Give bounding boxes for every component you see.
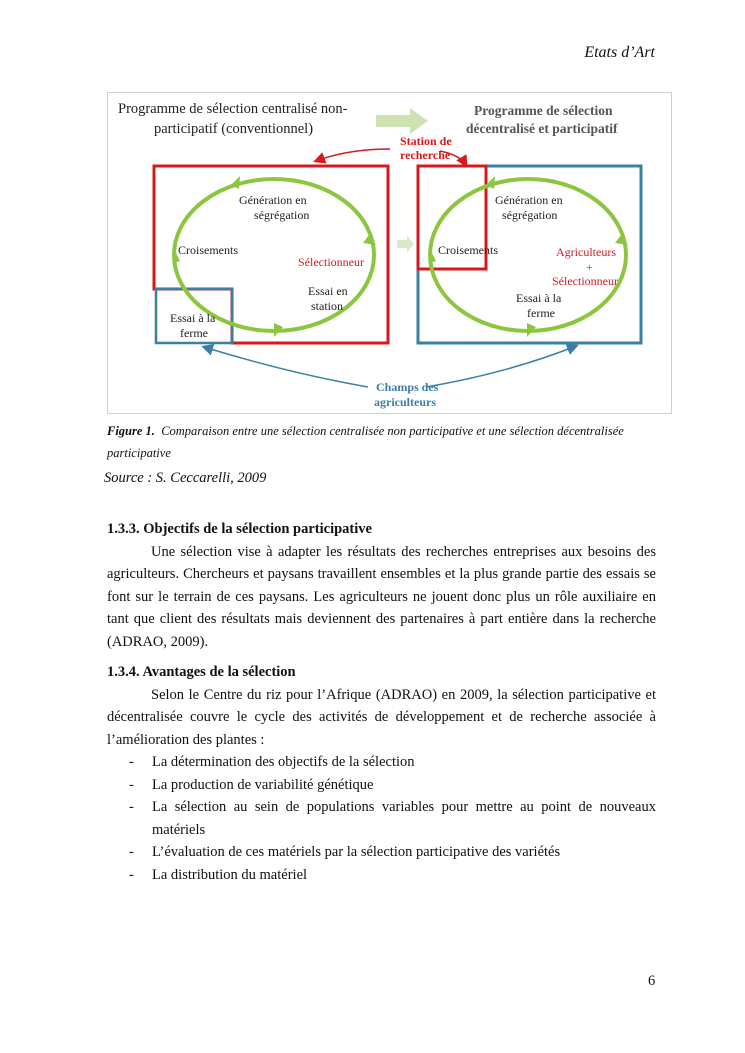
champs-label-line2: agriculteurs [374,395,436,409]
bullet-dash: - [129,776,134,793]
right-generation-line2: ségrégation [502,208,558,222]
transition-arrow-top [376,108,428,134]
avantages-list [107,751,656,886]
right-essai-ferme-line1: Essai à la [516,291,562,305]
champs-arrow-left [204,347,368,387]
right-essai-ferme-line2: ferme [527,306,555,320]
right-title-line1: Programme de sélection [474,103,613,118]
station-arrow-left [316,149,390,161]
left-title-line2: participatif (conventionnel) [154,121,314,137]
running-header: Etats d’Art [584,44,655,61]
list-item-text: La sélection au sein de populations variables pour mettre au point de nouveaux matériels [152,799,656,838]
list-item-text: La distribution du matériel [152,866,308,883]
left-essai-station-line2: station [311,299,343,313]
list-item-text: La détermination des objectifs de la sélection [152,754,415,770]
left-croisements: Croisements [178,243,238,257]
right-agri-line3: Sélectionneur [552,274,618,288]
champs-label-line1: Champs des [376,380,439,394]
left-selectionneur: Sélectionneur [298,255,364,269]
paragraph-avantages: Selon le Centre du riz pour l’Afrique (ADRAO) en 2009, la sélection participative et décentralisée couvre le cycle des activités de développement et de recherche associée à l’amélioration des plantes : [107,686,656,748]
left-essai-ferme-line2: ferme [180,326,208,340]
diagram-svg [108,93,673,415]
right-croisements: Croisements [438,243,498,257]
cycle-arrowhead [430,249,436,263]
champs-arrow-right [426,346,576,387]
list-item-text: La production de variabilité génétique [152,776,374,793]
left-generation-line2: ségrégation [254,208,310,222]
left-essai-station-line1: Essai en [308,284,348,298]
figure-source: Source : S. Ceccarelli, 2009 [104,470,267,486]
right-generation-line1: Génération en [495,193,563,207]
list-item [107,774,656,797]
list-item [107,796,656,841]
bullet-dash: - [129,799,134,815]
list-item [107,864,656,887]
station-label-line1: Station de [400,134,452,148]
body-content [107,518,656,886]
caption-text: Comparaison entre une sélection centralisée non participative et une sélection décentralisée participative [107,424,624,460]
right-agri-line2: + [586,260,593,274]
station-label-line2: recherche [400,148,451,162]
left-title-line1: Programme de sélection centralisé non- [118,101,348,117]
paragraph-objectifs: Une sélection vise à adapter les résultats des recherches entreprises aux besoins des agriculteurs. Chercheurs et paysans travaillent ensembles et la plus grande partie des essais se font sur le terrain de ces paysans. Les agriculteurs ne jouent donc plus un rôle auxiliaire en tant que client des résultats mais deviennent des partenaires à part entière dans la recherche (ADRAO, 2009). [107,543,656,650]
right-agri-line1: Agriculteurs [556,245,616,259]
figure-diagram [107,92,672,414]
page-number: 6 [648,973,656,989]
right-title-line2: décentralisé et participatif [466,121,618,136]
list-item [107,751,656,774]
figure-caption [107,420,647,464]
bullet-dash: - [129,866,134,883]
section-heading-objectifs: 1.3.3. Objectifs de la sélection participative [107,521,372,537]
bullet-dash: - [129,754,134,770]
section-heading-avantages: 1.3.4. Avantages de la sélection [107,664,296,680]
list-item-text: L’évaluation de ces matériels par la sélection participative des variétés [152,844,561,860]
list-item [107,841,656,864]
left-essai-ferme-line1: Essai à la [170,311,216,325]
caption-label: Figure 1. [107,424,155,438]
transition-arrow-mid [397,236,414,252]
left-generation-line1: Génération en [239,193,307,207]
bullet-dash: - [129,844,134,860]
